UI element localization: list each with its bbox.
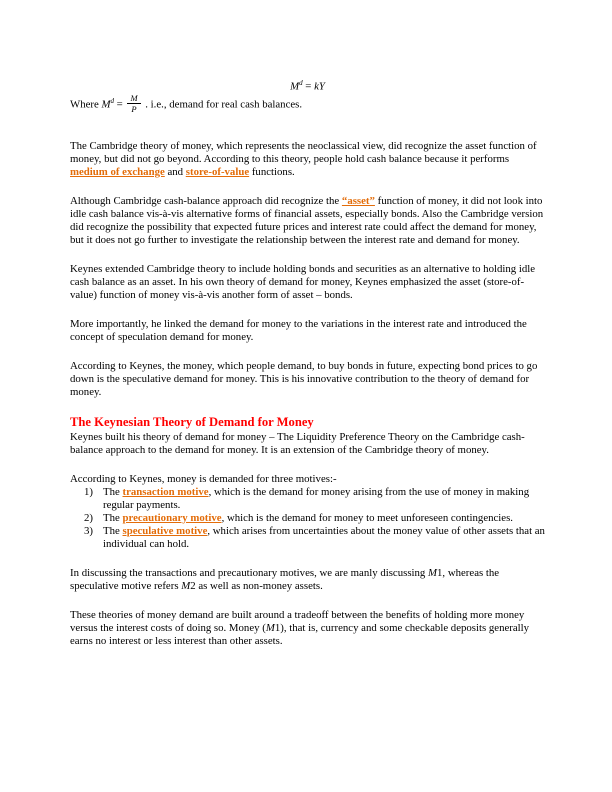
paragraph-keynes-extension — [70, 263, 545, 302]
text-run: = — [113, 98, 126, 111]
inline-link[interactable]: “asset” — [341, 194, 375, 207]
list-item-text — [103, 512, 545, 525]
text-run: functions. — [249, 165, 295, 178]
text-run: , which arises from uncertainties about the money value of other assets that an individual can hold. — [103, 524, 545, 550]
inline-link[interactable]: transaction motive — [122, 485, 209, 498]
text-run: 1 — [437, 566, 443, 579]
text-run: The — [103, 524, 123, 537]
text-run: d — [299, 79, 303, 87]
paragraph-cambridge-limits — [70, 195, 545, 247]
text-run: = — [302, 80, 315, 93]
text-run: 2 — [190, 579, 196, 592]
text-run: The — [103, 485, 123, 498]
text-run: M — [290, 80, 300, 93]
list-item-text — [103, 525, 545, 551]
text-run: According to Keynes, the money, which people demand, to buy bonds in future, expecting bond prices to go down is the speculative demand for money. This is his innovative contribution to the theory of demand for money. — [70, 359, 538, 398]
paragraph-interest-rate-link — [70, 318, 545, 344]
text-run: , whereas the speculative motive refers — [70, 566, 500, 592]
list-item-speculative-motive — [84, 525, 545, 551]
motives-list — [70, 486, 545, 551]
text-run: According to Keynes, money is demanded for three motives:- — [70, 472, 337, 485]
text-run: . i.e., demand for real cash balances. — [142, 98, 303, 111]
paragraph-liquidity-preference — [70, 431, 545, 457]
text-run: Although Cambridge cash-balance approach did recognize the — [70, 194, 342, 207]
text-run: Keynes built his theory of demand for money – The Liquidity Preference Theory on the Cambridge cash-balance approach to the demand for money. It is an extension of the Cambridge theory of money. — [70, 430, 525, 456]
text-run: More importantly, he linked the demand for money to the variations in the interest rate and introduced the concept of speculation demand for money. — [70, 317, 527, 343]
paragraph-cambridge-theory — [70, 140, 545, 179]
paragraph-speculative-demand — [70, 360, 545, 399]
text-run: The Cambridge theory of money, which represents the neoclassical view, did recognize the asset function of money, but did not go beyond. According to this theory, people hold cash balance because it performs — [70, 139, 537, 165]
text-run: as well as non-money assets. — [195, 579, 323, 592]
text-run: These theories of money demand are built around a tradeoff between the benefits of holding more money versus the interest costs of doing so. Money ( — [70, 608, 525, 634]
text-run: M — [181, 579, 191, 592]
inline-link[interactable]: speculative motive — [122, 524, 208, 537]
list-marker: 3) — [84, 524, 93, 537]
list-item-text — [103, 486, 545, 512]
inline-link[interactable]: medium of exchange — [70, 165, 165, 178]
text-run: , which is the demand for money to meet unforeseen contingencies. — [221, 511, 513, 524]
list-item-transaction-motive — [84, 486, 545, 512]
text-run: M — [265, 621, 275, 634]
text-run: The — [103, 511, 123, 524]
list-marker: 1) — [84, 485, 93, 498]
text-run: kY — [314, 80, 325, 93]
text-run: 1 — [274, 621, 281, 634]
fraction: $\frac{M}{P}$ — [127, 94, 140, 114]
text-run: function of money, it did not look into idle cash balance vis-à-vis alternative forms of financial assets, especially bonds. Also the Cambridge version did recognize the possibility that expected future prices and interest rate could affect the demand for money, but it does not go further to investigate the relationship between the interest rate and demand for money. — [70, 194, 544, 246]
text-run: Where — [70, 98, 102, 111]
paragraph-tradeoff — [70, 609, 545, 648]
text-run: d — [110, 96, 114, 105]
text-run: ), that is, currency and some checkable deposits generally earns no interest or less interest than other assets. — [70, 621, 530, 647]
list-item-precautionary-motive — [84, 512, 545, 525]
paragraph-three-motives-intro — [70, 473, 545, 486]
list-marker: 2) — [84, 511, 93, 524]
formula-definition-line — [70, 92, 545, 115]
section-heading: The Keynesian Theory of Demand for Money — [70, 414, 314, 429]
inline-link[interactable]: precautionary motive — [122, 511, 222, 524]
formula-display — [70, 76, 545, 94]
text-run: , which is the demand for money arising from the use of money in making regular payments. — [103, 485, 530, 511]
text-run: Keynes extended Cambridge theory to include holding bonds and securities as an alternative to holding idle cash balance as an asset. In his own theory of demand for money, Keynes emphasized the asset (store-of-value) function of money vis-à-vis another form of asset – bonds. — [70, 262, 536, 301]
paragraph-m1-m2 — [70, 567, 545, 593]
inline-link[interactable]: store-of-value — [185, 165, 250, 178]
text-run: M — [101, 98, 111, 111]
text-run: In discussing the transactions and precautionary motives, we are manly discussing — [70, 566, 429, 579]
text-run: M — [428, 566, 438, 579]
text-run: and — [164, 165, 186, 178]
